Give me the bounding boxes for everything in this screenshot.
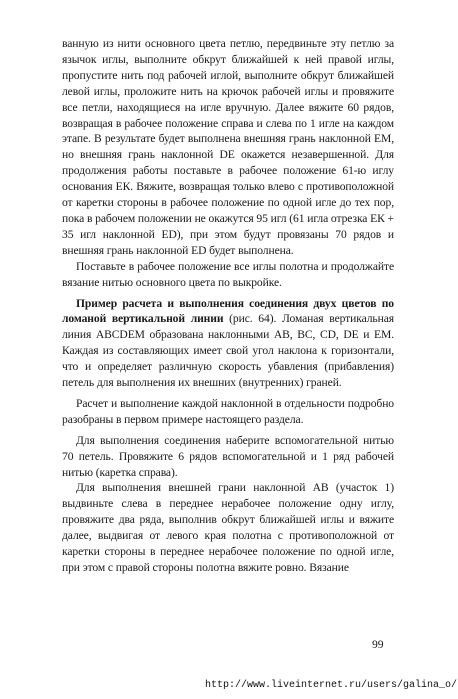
page-number: 99 xyxy=(372,638,384,651)
source-watermark: http://www.liveinternet.ru/users/galina_o/ xyxy=(205,680,458,691)
paragraph: Для выполнения внешней грани наклонной АВ (участок 1) выдвиньте слева в переднее нерабочее положение одну иглу, провяжите два ряда, выполнив обкрут ближайшей иглы и вяжите далее, выдвигая от левого края полотна с противоположной от каретки стороны в переднее нерабочее положение по одной игле, при этом с правой стороны полотна вяжите ровно. Вязание xyxy=(62,481,394,574)
paragraph: Поставьте в рабочее положение все иглы полотна и продолжайте вязание нитью основного цвета по выкройке. xyxy=(62,259,394,289)
section-heading: Пример расчета и выполнения соединения двух цветов по ломаной вертикальной линии xyxy=(62,296,394,326)
paragraph-section-start xyxy=(62,296,394,391)
paragraph-text: (рис. 64). Ломаная вертикальная линия ABCDEM образована наклонными АВ, ВС, CD, DE и ЕМ. Каждая из составляющих имеет свой угол наклона к горизонтали, что и определяет различную скорость убавления (прибавления) петель для выполнения их внешних (внутренних) граней. xyxy=(62,312,394,390)
paragraph: Расчет и выполнение каждой наклонной в отдельности подробно разобраны в первом примере настоящего раздела. xyxy=(62,396,394,426)
paragraph: Для выполнения соединения наберите вспомогательной нитью 70 петель. Провяжите 6 рядов вспомогательной и 1 ряд рабочей нитью (каретка справа). xyxy=(62,433,394,479)
paragraph: ванную из нити основного цвета петлю, передвиньте эту петлю за язычок иглы, выполните обкрут ближайшей к ней правой иглы, пропустите нить под рабочей иглой, выполните обкрут ближайшей левой иглы, проложите нить на крючок рабочей иглы и провяжите все петли, находящиеся на игле вручную. Далее вяжите 60 рядов, возвращая в рабочее положение справа и слева по 1 игле на каждом этапе. В результате будет выполнена внешняя грань наклонной ЕМ, но внешняя грань наклонной DE окажется незавершенной. Для продолжения работы поставьте в рабочее положение 61-ю иглу основания ЕК. Вяжите, возвращая только влево с противоположной от каретки стороны в рабочее положение по одной игле до тех пор, пока в рабочем положении не окажутся 95 игл (61 игла отрезка ЕК + 35 игл наклонной ED), при этом будут провязаны 70 рядов и внешняя грань наклонной ED будет выполнена. xyxy=(62,37,394,257)
body-text xyxy=(62,36,394,576)
